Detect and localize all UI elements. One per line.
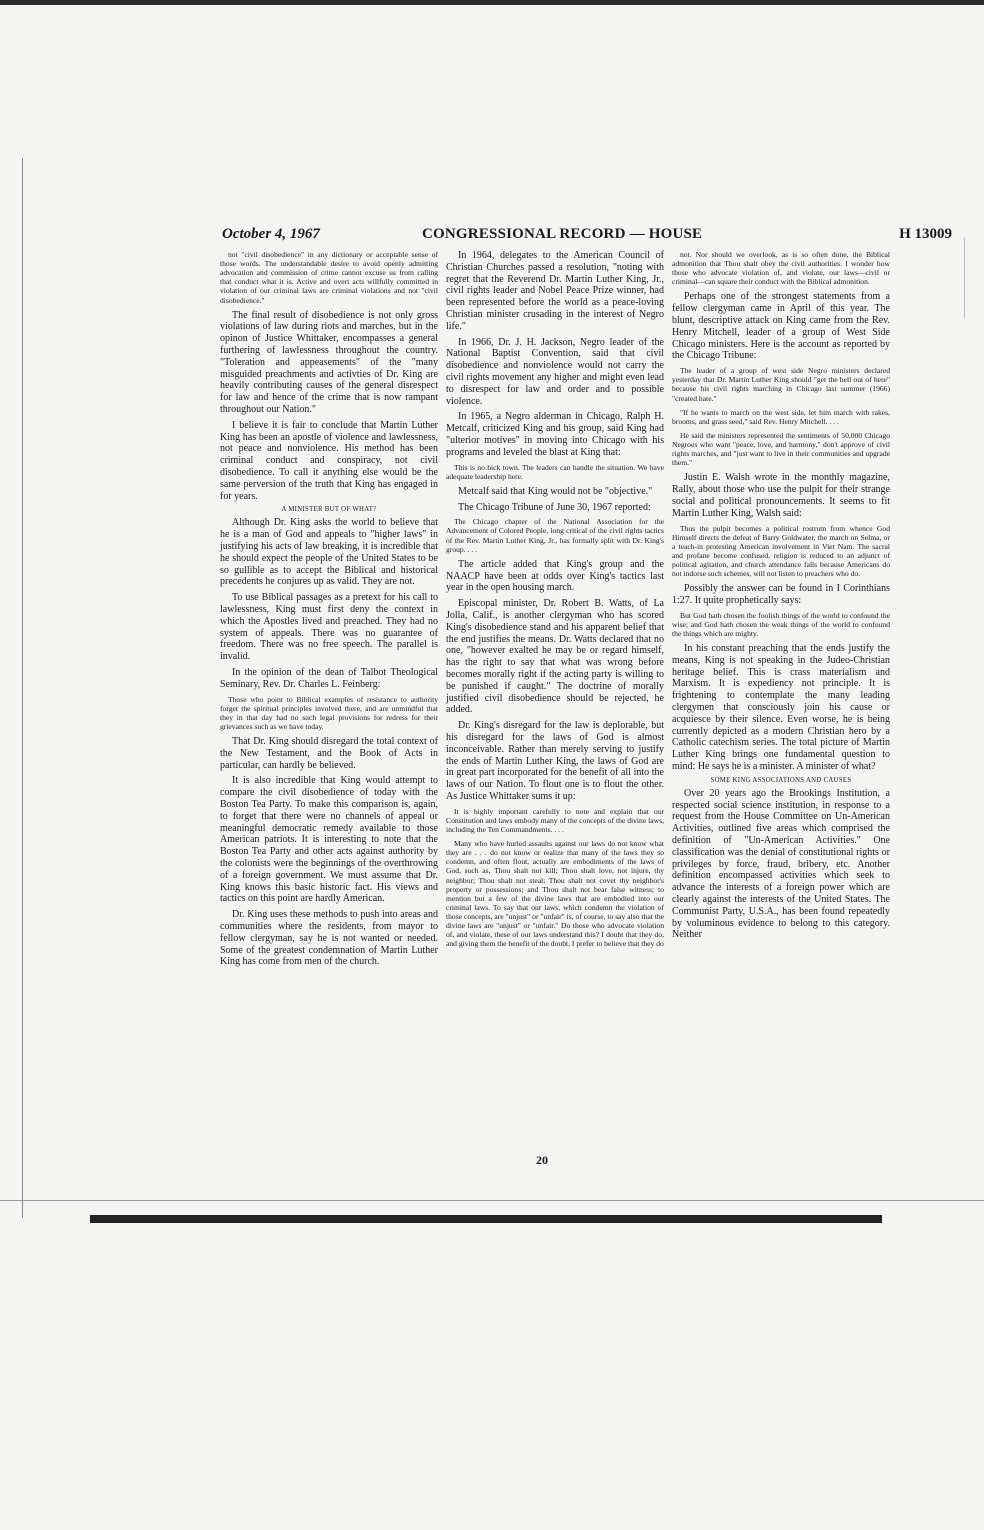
column-3 — [672, 250, 890, 945]
paragraph: Justin E. Walsh wrote in the monthly magazine, Rally, about those who use the pulpit for their strange social and political pronouncements. It seems to fit Martin Luther King, Walsh said: — [672, 472, 890, 519]
top-border — [0, 0, 984, 5]
paragraph: The final result of disobedience is not only gross violations of law during riots and marches, but in the opinon of Justice Whittaker, encompasses a general furthering of lawlessness throughout the country. "Toleration and appeasements" of the "many misguided preachments and activties of Dr. King are heavily contributing causes of the general disrespect for law and hence of the crime that is now rampant throughout our Nation." — [220, 309, 438, 416]
paragraph: To use Biblical passages as a pretext for his call to lawlessness, King must first deny the context in which the Apostles lived and preached. They had no system of appeals. There was no guarantee of freedom. There was no free speech. The parallel is invalid. — [220, 592, 438, 663]
quoted-paragraph: not. Nor should we overlook, as is so often done, the Biblical admonition that Thou shalt obey the civil authorities. I wonder how those who advocate violation of, and violate, our laws—civil or criminal—can square their conduct with the Biblical admonition. — [672, 250, 890, 287]
page-header — [222, 226, 962, 248]
paragraph: In 1965, a Negro alderman in Chicago, Ralph H. Metcalf, criticized King and his group, said King had "ulterior motives" in moving into Chicago with his programs and leveled the blast at King that: — [446, 411, 664, 458]
quoted-paragraph: Thus the pulpit becomes a political rostrum from whence God Himself directs the defeat of Barry Goldwater, the march on Selma, or a teach-in protesting American involvement in Viet Nam. The sacral and profane become confused, religion is reduced to an adjunct of political agitation, and church attendance falls because Americans do not indorse such schemes, will not listen to preachers who do. — [672, 523, 890, 579]
quoted-paragraph: This is no hick town. The leaders can handle the situation. We have adequate leadership here. — [446, 462, 664, 481]
paragraph: I believe it is fair to conclude that Martin Luther King has been an apostle of violence and lawlessness, not peace and nonviolence. His method has been criminal conduct and conspiracy, not civil disobedience. To call it anything else would be the same perversion of the truth that King has engaged in for years. — [220, 419, 438, 502]
right-margin-rule — [964, 238, 965, 318]
quoted-paragraph: But God hath chosen the foolish things of the world to confound the wise; and God hath chosen the weak things of the world to confound the things which are mighty. — [672, 610, 890, 638]
quoted-paragraph: Those who point to Biblical examples of resistance to authority forget the spiritual principles involved there, and are unmindful that they in that day had no such legal provisions for redress for their grievances such as we have today. — [220, 694, 438, 731]
quoted-paragraph: The Chicago chapter of the National Association for the Advancement of Colored People, long critical of the civil rights tactics of the Rev. Martin Luther King, Jr., has formally split with Dr. King's group. . . . — [446, 517, 664, 554]
paragraph: Episcopal minister, Dr. Robert B. Watts, of La Jolla, Calif., is another clergyman who has scored King's disobedience stand and his apparent belief that the end justifies the means. Dr. Watts declared that no one, "however exalted he may be or regard himself, has the right to say that what was wrong before becomes morally right if the acting party is willing to be punished if caught." The doctrine of morally justified civil disobedience should be rejected, he added. — [446, 598, 664, 716]
column-1 — [220, 250, 438, 972]
section-heading: SOME KING ASSOCIATIONS AND CAUSES — [710, 776, 852, 784]
paragraph: In 1966, Dr. J. H. Jackson, Negro leader of the National Baptist Convention, said that civil disobedience and nonviolence would not carry the civil rights movement any higher and might even lead to disrespect for law and order and to possible violence. — [446, 336, 664, 407]
paragraph: Perhaps one of the strongest statements from a fellow clergyman came in April of this year. The blunt, descriptive attack on King came from the Rev. Henry Mitchell, leader of a group of West Side Chicago ministers. Here is the account as reported by the Chicago Tribune: — [672, 291, 890, 362]
paragraph: Although Dr. King asks the world to believe that he is a man of God and appeals to "higher laws" in justifying his acts of law breaking, it is incredible that he should expect the people of the United States to be so gullible as to accept the Biblical and historical precedents he conjures up as valid. They are not. — [220, 517, 438, 588]
paragraph: Possibly the answer can be found in I Corinthians 1:27. It quite prophetically says: — [672, 583, 890, 606]
paragraph: Dr. King's disregard for the law is deplorable, but his disregard for the laws of God is almost inconceivable. Rather than merely serving to justify the ends of Martin Luther King, the laws of God are in great part incorporated for the benefit of all into the laws of our Nation. To flout one is to flout the other. As Justice Whittaker sums it up: — [446, 720, 664, 802]
section-heading: A MINISTER BUT OF WHAT? — [281, 506, 377, 514]
paragraph: Dr. King uses these methods to push into areas and communities where the residents, from mayor to fellow clergyman, say he is not wanted or needed. Some of the greatest condemnation of Martin Luther King has come from men of the church. — [220, 909, 438, 968]
column-2 — [446, 250, 664, 953]
page-number: 20 — [536, 1153, 548, 1167]
header-page-code: H 13009 — [899, 226, 952, 242]
paragraph: Metcalf said that King would not be "objective." — [458, 485, 653, 497]
paragraph: It is also incredible that King would attempt to compare the civil disobedience of today with the Boston Tea Party. To make this comparison is, again, to forget that there were no channels of appeal or meaningful democratic remedy available to those American patriots. It is interesting to note that the Boston Tea Party and other acts against authority by the colonists were the beginnings of the overthrowing of a foreign government. We must assume that Dr. King knows this basic historic fact. His views and tactics on this point are hardly American. — [220, 775, 438, 905]
header-title: CONGRESSIONAL RECORD — HOUSE — [422, 226, 703, 242]
paragraph: In 1964, delegates to the American Council of Christian Churches passed a resolution, "noting with regret that the Reverend Dr. Martin Luther King, Jr., civil rights leader and Nobel Peace Prize winner, had been represented before the world as a peace-loving Christian minister crusading in the interest of Negro life." — [446, 250, 664, 332]
paragraph: Over 20 years ago the Brookings Institution, a respected social science institution, in response to a request from the House Committee on Un-American Activities, outlined five areas which comprised the definition of "Un-American Activities." One classification was the denial of constitutional rights or privileges by force, fraud, bribery, etc. Another definition encompassed activities which seek to advance the interests of a foreign power which are clearly against the interests of the United States. The Communist Party, U.S.A., has been found repeatedly by voluminous evidence to belong to this category. Neither — [672, 787, 890, 941]
quoted-paragraph: The leader of a group of west side Negro ministers declared yesterday that Dr. Martin Luther King should "get the hell out of here" because his civil rights marching in Chicago last summer (1966) "created hate." — [672, 366, 890, 403]
header-date: October 4, 1967 — [222, 226, 320, 242]
scan-edge-line — [0, 1200, 984, 1201]
quoted-paragraph: Many who have hurled assaults against our laws do not know what they are . . . do not know or realize that many of the laws they so condemn, and often flout, actually are embodiments of the laws of God, such as, Thou shalt not kill; Thou shalt love, not injure, thy neighbor; Thou shalt not steal; Thou shalt not covet thy neighbor's property or possessions; and Thou shalt not bear false witness; to mention but a few of the divine laws that are embodied into our criminal laws. To say that our laws, which condemn the violation of those concepts, are "unjust" or "unfair" is, of course, to say also that the divine laws are "unjust" or "unfair." Do those who advocate violation of, and violate, these of our laws understand this? I doubt that they do, and giving them the benefit of the doubt, I prefer to believe that they do — [446, 839, 664, 949]
paragraph: In his constant preaching that the ends justify the means, King is not speaking in the Judeo-Christian heritage belief. This is crass materialism and Marxism. It is expediency not principle. It is frightening to contemplate the many leading clergymen that consciously join his cause or acquiesce by their silence. Even worse, he is being currently depicted as a modern Christian hero by a Catholic catechism series. The total picture of Martin Luther King brings one fundamental question to mind: He says he is a minister. A minister of what? — [672, 643, 890, 773]
paragraph: The Chicago Tribune of June 30, 1967 reported: — [458, 501, 651, 513]
paragraph: In the opinion of the dean of Talbot Theological Seminary, Rev. Dr. Charles L. Feinberg: — [220, 666, 438, 690]
paragraph: The article added that King's group and the NAACP have been at odds over King's tactics last year in the open housing march. — [446, 558, 664, 594]
left-margin-rule — [22, 158, 23, 1218]
quoted-paragraph: not "civil disobedience" in any dictionary or acceptable sense of those words. The understandable desire to avoid openly admitting advocation and commission of crime cannot excuse us from calling that conduct what it is. Active and overt acts willfully committed in violation of our criminal laws are criminal violations and not "civil disobedience." — [220, 250, 438, 305]
bottom-binding-rule — [90, 1215, 882, 1223]
paragraph: That Dr. King should disregard the total context of the New Testament, and the Book of Acts in particular, can hardly be believed. — [220, 736, 438, 771]
quoted-paragraph: He said the ministers represented the sentiments of 50,000 Chicago Negroes who want "peace, love, and harmony," don't approve of civil rights marches, and "just want to live in their communities and upgrade them." — [672, 430, 890, 468]
quoted-paragraph: It is highly important carefully to note and explain that our Constitution and laws embody many of the concepts of the divine laws, including the Ten Commandments. . . . — [446, 806, 664, 834]
quoted-paragraph: "If he wants to march on the west side, let him march with rakes, brooms, and grass seed," said Rev. Henry Mitchell. . . . — [672, 407, 890, 426]
